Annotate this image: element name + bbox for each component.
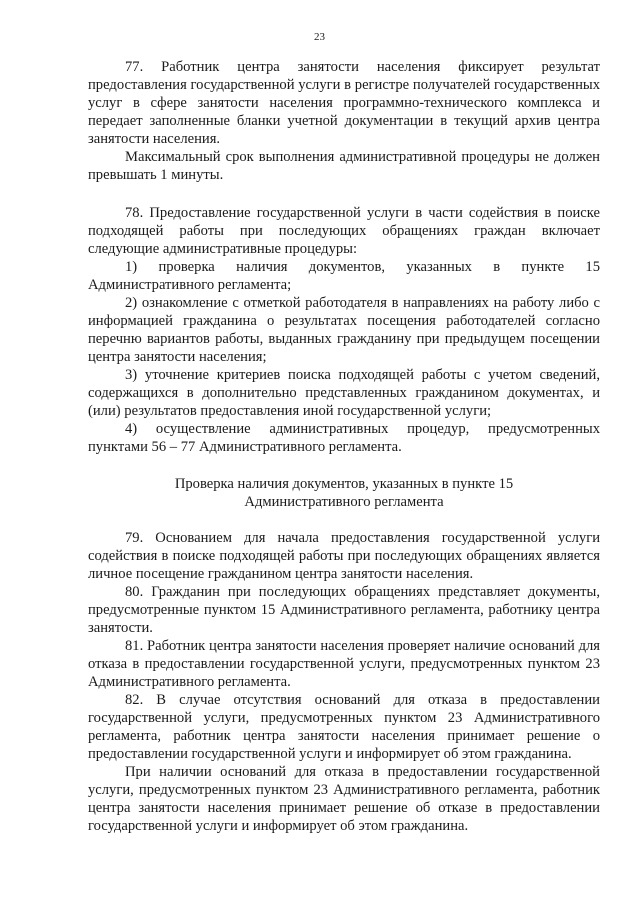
section-heading-line-1: Проверка наличия документов, указанных в пункте 15 [174, 476, 514, 492]
section-heading-line-2: Административного регламента [244, 494, 444, 510]
paragraph-82-refusal: При наличии оснований для отказа в предоставлении государственной услуги, предусмотренных пунктом 23 Административного регламента, работник центра занятости населения принимает решение об отказе в предоставлении государственной услуги и информирует об этом гражданина. [88, 764, 600, 834]
page-number: 23 [314, 31, 325, 43]
paragraph-77: 77. Работник центра занятости населения фиксирует результат предоставления государственной услуги в регистре получателей государственных услуг в сфере занятости населения программно-технического комплекса и передает заполненные бланки учетной документации в текущий архив центра занятости населения. [88, 59, 600, 147]
document-body [88, 58, 600, 835]
paragraph-82: 82. В случае отсутствия оснований для отказа в предоставлении государственной услуги, предусмотренных пунктом 23 Административного регламента, работник центра занятости населения принимает решение о предоставлении государственной услуги и информирует об этом гражданина. [88, 692, 600, 762]
section-heading [88, 475, 600, 511]
paragraph-77-max-time: Максимальный срок выполнения административной процедуры не должен превышать 1 минуты. [88, 149, 600, 183]
list-item-2: 2) ознакомление с отметкой работодателя в направлениях на работу либо с информацией гражданина о результатах посещения работодателей согласно перечню вариантов работы, выданных гражданину при предыдущем посещении центра занятости населения; [88, 295, 600, 365]
paragraph-79: 79. Основанием для начала предоставления государственной услуги содействия в поиске подходящей работы при последующих обращениях является личное посещение гражданином центра занятости населения. [88, 530, 600, 582]
list-item-1: 1) проверка наличия документов, указанных в пункте 15 Административного регламента; [88, 259, 600, 293]
paragraph-80: 80. Гражданин при последующих обращениях представляет документы, предусмотренные пунктом 15 Административного регламента, работнику центра занятости. [88, 584, 600, 636]
list-item-4: 4) осуществление административных процедур, предусмотренных пунктами 56 – 77 Административного регламента. [88, 421, 600, 455]
paragraph-81: 81. Работник центра занятости населения проверяет наличие оснований для отказа в предоставлении государственной услуги, предусмотренных пунктом 23 Административного регламента. [88, 638, 600, 690]
list-item-3: 3) уточнение критериев поиска подходящей работы с учетом сведений, содержащихся в дополнительно представленных гражданином документах, и (или) результатов предоставления иной государственной услуги; [88, 367, 600, 419]
paragraph-78: 78. Предоставление государственной услуги в части содействия в поиске подходящей работы при последующих обращениях граждан включает следующие административные процедуры: [88, 205, 600, 257]
